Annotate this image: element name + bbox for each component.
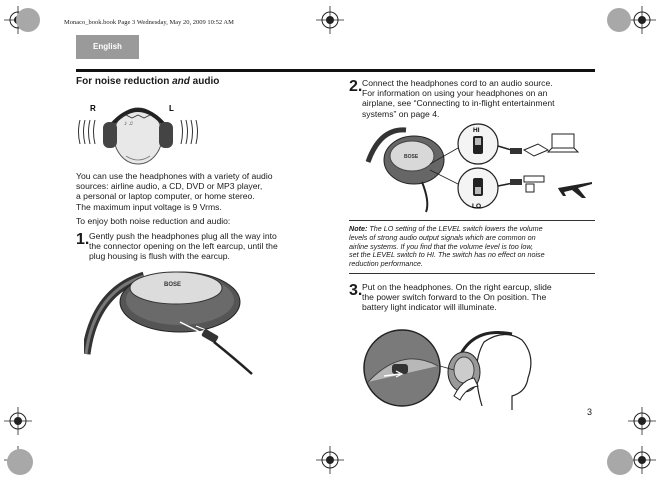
step-1 (76, 231, 336, 262)
intro-line: You can use the headphones with a variety of audio (76, 171, 273, 181)
svg-text:BOSE: BOSE (164, 282, 182, 288)
section-title: For noise reduction and audio (76, 76, 220, 87)
top-rule (76, 69, 595, 72)
registration-mark-icon (4, 407, 32, 435)
calibration-dot (7, 449, 33, 475)
note-rule-bottom (349, 273, 595, 274)
step-line: the connector opening on the left earcup, until the (89, 241, 278, 252)
headphones-sound-illustration (78, 98, 206, 166)
intro-line: a personal or laptop computer, or home stereo. (76, 191, 255, 202)
level-switch-illustration (360, 122, 594, 214)
note-line: set the LEVEL switch to HI. The switch has no effect on noise (349, 250, 545, 260)
plug-insertion-illustration (84, 262, 256, 378)
registration-mark-icon (628, 6, 656, 34)
note-label: Note: (349, 224, 368, 233)
registration-mark-icon (316, 6, 344, 34)
svg-text:BOSE: BOSE (404, 154, 419, 160)
fig-label-l: L (169, 104, 174, 113)
to-enjoy-text: To enjoy both noise reduction and audio: (76, 216, 231, 226)
note-block (349, 225, 595, 269)
step-3 (349, 282, 595, 313)
note-line: airline systems. If you find that the volume level is too low, (349, 241, 534, 251)
language-tab: English (76, 35, 139, 59)
step-2 (349, 78, 595, 119)
file-stamp: Monaco_book.book Page 3 Wednesday, May 20, 2009 10:52 AM (64, 19, 234, 26)
hi-label: HI (473, 127, 480, 134)
step-line: airplane, see “Connecting to in-flight entertainment (362, 98, 555, 109)
note-line: reduction performance. (349, 259, 423, 269)
power-switch-illustration (362, 326, 538, 410)
note-rule-top (349, 220, 595, 221)
step-line: plug housing is flush with the earcup. (89, 251, 230, 262)
step-line: the power switch forward to the On position. The (362, 292, 547, 303)
calibration-dot (607, 8, 631, 32)
step-line: systems” on page 4. (362, 108, 440, 119)
step-line: Gently push the headphones plug all the way into (89, 231, 277, 241)
registration-mark-icon (628, 407, 656, 435)
note-line: Note: The LO setting of the LEVEL switch lowers the volume (349, 224, 543, 233)
intro-line: The maximum input voltage is 9 Vrms. (76, 201, 222, 212)
svg-text:♪ ♫: ♪ ♫ (124, 121, 134, 127)
note-line: levels of strong audio output signals which are common on (349, 232, 536, 242)
registration-mark-icon (316, 446, 344, 474)
calibration-dot (607, 449, 633, 475)
lo-label: LO (472, 203, 482, 210)
intro-paragraph (76, 171, 336, 212)
fig-label-r: R (90, 104, 96, 113)
page-number: 3 (587, 407, 593, 417)
step-number: 2. (349, 78, 363, 95)
calibration-dot (16, 8, 40, 32)
intro-line: sources: airline audio, a CD, DVD or MP3 player, (76, 181, 263, 192)
step-line: For information on using your headphones on an (362, 88, 548, 99)
step-line: Put on the headphones. On the right earcup, slide (362, 282, 552, 292)
step-line: battery light indicator will illuminate. (362, 302, 497, 313)
step-number: 3. (349, 282, 363, 299)
step-number: 1. (76, 231, 90, 248)
step-line: Connect the headphones cord to an audio source. (362, 78, 553, 88)
